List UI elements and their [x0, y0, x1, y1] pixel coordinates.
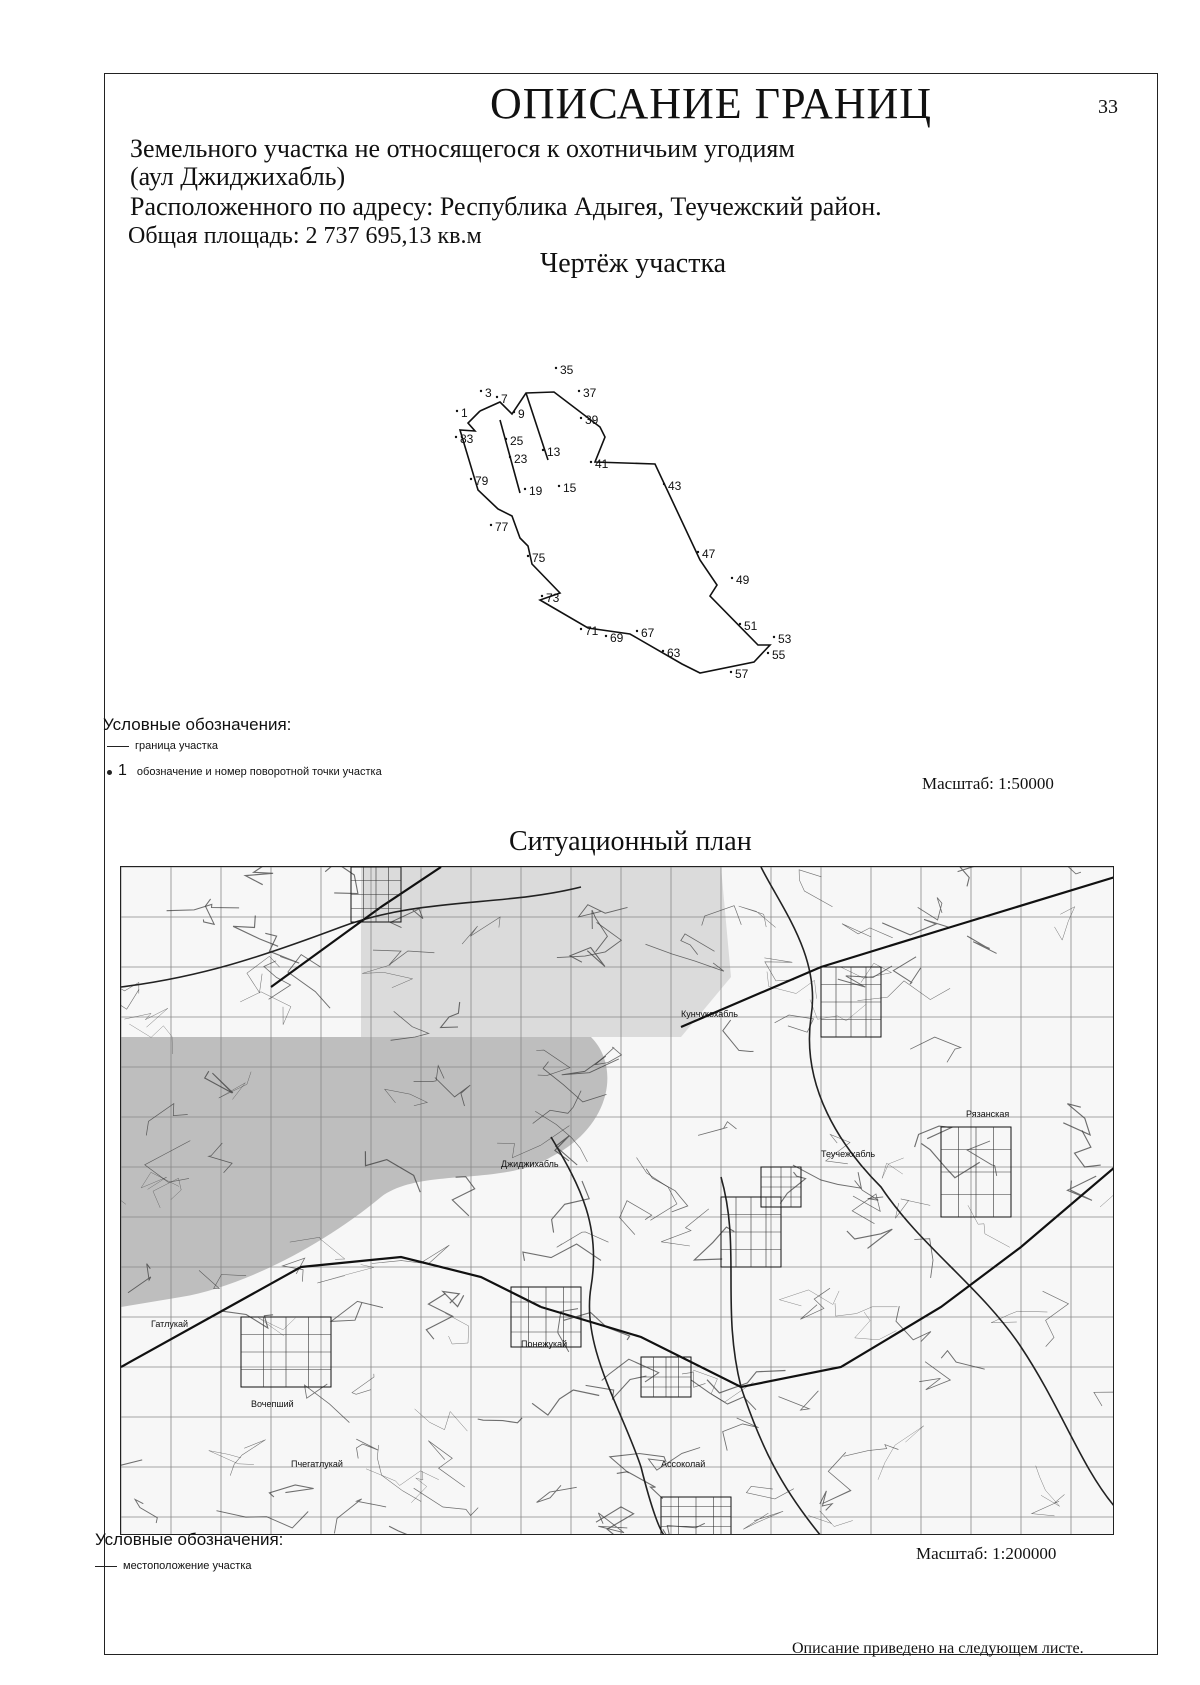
footer-note: Описание приведено на следующем листе.	[792, 1640, 1084, 1657]
map-place-name: Рязанская	[966, 1109, 1010, 1119]
point-marker	[663, 483, 665, 485]
point-marker	[739, 623, 741, 625]
point-marker	[580, 628, 582, 630]
plan-legend-heading: Условные обозначения:	[95, 1530, 284, 1549]
point-label-3: 3	[485, 386, 492, 400]
map-place-name: Гатлукай	[151, 1319, 189, 1329]
point-label-13: 13	[547, 445, 561, 459]
page-title: ОПИСАНИЕ ГРАНИЦ	[490, 79, 933, 128]
point-marker	[773, 636, 775, 638]
point-marker	[541, 595, 543, 597]
point-marker	[470, 478, 472, 480]
point-label-19: 19	[529, 484, 543, 498]
point-marker	[730, 671, 732, 673]
point-label-23: 23	[514, 452, 528, 466]
map-place-name: Ассоколай	[661, 1459, 706, 1469]
point-marker	[496, 396, 498, 398]
point-marker	[490, 524, 492, 526]
reservoir-area-north	[361, 867, 731, 1037]
legend-point-number: 1	[118, 762, 127, 779]
point-marker	[527, 555, 529, 557]
parcel-description: Земельного участка не относящегося к охотничьим угодиям	[130, 134, 795, 163]
point-marker	[558, 485, 560, 487]
point-dot-sample	[107, 770, 112, 775]
legend-boundary-row	[107, 740, 218, 752]
map-place-name: Понежукай	[521, 1339, 568, 1349]
point-marker	[542, 449, 544, 451]
point-label-25: 25	[510, 434, 524, 448]
point-label-1: 1	[461, 406, 468, 420]
point-marker	[605, 635, 607, 637]
point-marker	[767, 652, 769, 654]
map-place-name: Кунчукохабль	[681, 1009, 738, 1019]
map-place-name: Теучежхабль	[821, 1149, 876, 1159]
drawing-scale: Масштаб: 1:50000	[922, 774, 1054, 793]
point-marker	[580, 417, 582, 419]
drawing-legend-heading: Условные обозначения:	[103, 715, 292, 734]
point-marker	[480, 390, 482, 392]
point-label-51: 51	[744, 619, 758, 633]
map-place-name: Вочепший	[251, 1399, 294, 1409]
point-label-67: 67	[641, 626, 655, 640]
point-label-7: 7	[501, 392, 508, 406]
point-marker	[455, 436, 457, 438]
point-marker	[513, 411, 515, 413]
point-label-41: 41	[595, 457, 609, 471]
point-label-43: 43	[668, 479, 682, 493]
point-marker	[524, 488, 526, 490]
topographic-map	[121, 867, 1114, 1535]
plan-scale: Масштаб: 1:200000	[916, 1544, 1057, 1563]
point-label-15: 15	[563, 481, 577, 495]
point-label-39: 39	[585, 413, 599, 427]
point-label-49: 49	[736, 573, 750, 587]
point-label-47: 47	[702, 547, 716, 561]
parcel-locality: (аул Джиджихабль)	[130, 162, 346, 191]
parcel-address: Расположенного по адресу: Республика Адыгея, Теучежский район.	[130, 192, 882, 221]
point-marker	[555, 367, 557, 369]
point-marker	[505, 438, 507, 440]
point-marker	[590, 461, 592, 463]
legend-location-row	[95, 1560, 252, 1572]
point-label-9: 9	[518, 407, 525, 421]
point-label-73: 73	[546, 591, 560, 605]
drawing-title: Чертёж участка	[540, 248, 727, 279]
point-label-71: 71	[585, 624, 599, 638]
situation-map	[120, 866, 1114, 1535]
point-label-75: 75	[532, 551, 546, 565]
legend-point-row	[107, 762, 382, 780]
point-marker	[697, 551, 699, 553]
legend-point-label: обозначение и номер поворотной точки участка	[136, 766, 382, 778]
situation-plan-title: Ситуационный план	[509, 826, 752, 857]
point-label-35: 35	[560, 363, 574, 377]
point-marker	[509, 456, 511, 458]
map-place-name: Пчегатлукай	[291, 1459, 343, 1469]
point-label-55: 55	[772, 648, 786, 662]
boundary-line-sample	[107, 746, 129, 747]
point-label-77: 77	[495, 520, 509, 534]
point-marker	[578, 390, 580, 392]
point-marker	[731, 577, 733, 579]
point-label-37: 37	[583, 386, 597, 400]
point-marker	[662, 650, 664, 652]
point-marker	[636, 630, 638, 632]
map-place-name: Джиджихабль	[501, 1159, 559, 1169]
point-label-79: 79	[475, 474, 489, 488]
point-label-63: 63	[667, 646, 681, 660]
legend-boundary-label: граница участка	[135, 740, 218, 752]
legend-location-label: местоположение участка	[123, 1560, 252, 1572]
point-label-83: 83	[460, 432, 474, 446]
point-label-57: 57	[735, 667, 749, 681]
location-line-sample	[95, 1566, 117, 1567]
page-number: 33	[1098, 96, 1118, 118]
parcel-area: Общая площадь: 2 737 695,13 кв.м	[128, 223, 482, 249]
point-marker	[456, 410, 458, 412]
point-label-69: 69	[610, 631, 624, 645]
inner-boundary-line	[526, 393, 548, 460]
parcel-drawing	[0, 0, 1200, 720]
point-label-53: 53	[778, 632, 792, 646]
